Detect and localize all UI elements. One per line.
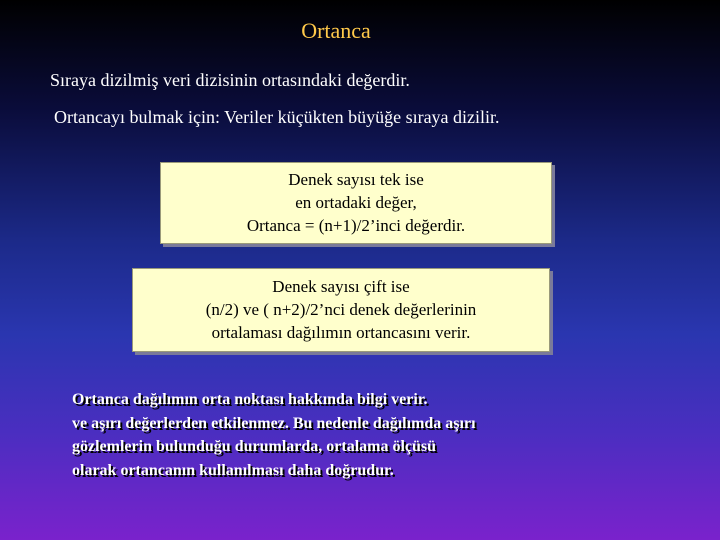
even-box-line: Denek sayısı çift ise <box>272 277 410 296</box>
note-paragraph <box>72 388 672 482</box>
note-line: Ortanca dağılımın orta noktası hakkında bilgi verir. <box>72 391 428 408</box>
odd-box-formula: Ortanca = (n+1)/2’inci değerdir. <box>246 216 466 235</box>
note-line: ve aşırı değerlerden etkilenmez. Bu nedenle dağılımda aşırı <box>72 414 476 432</box>
even-box-line: ortalaması dağılımın ortancasını verir. <box>211 323 471 342</box>
odd-box-line: en ortadaki değer, <box>295 193 417 212</box>
odd-count-box <box>160 162 552 244</box>
definition-text: Sıraya dizilmiş veri dizisinin ortasındaki değerdir. <box>50 70 410 90</box>
note-line: olarak ortancanın kullanılması daha doğrudur. <box>72 461 394 479</box>
procedure-text: Ortancayı bulmak için: Veriler küçükten büyüğe sıraya dizilir. <box>54 107 500 127</box>
odd-box-line: Denek sayısı tek ise <box>288 170 424 189</box>
even-count-box <box>132 268 550 352</box>
even-box-line: (n/2) ve ( n+2)/2’nci denek değerlerinin <box>205 300 477 319</box>
slide-title: Ortanca <box>301 18 371 43</box>
note-line: gözlemlerin bulunduğu durumlarda, ortalama ölçüsü <box>72 438 437 455</box>
